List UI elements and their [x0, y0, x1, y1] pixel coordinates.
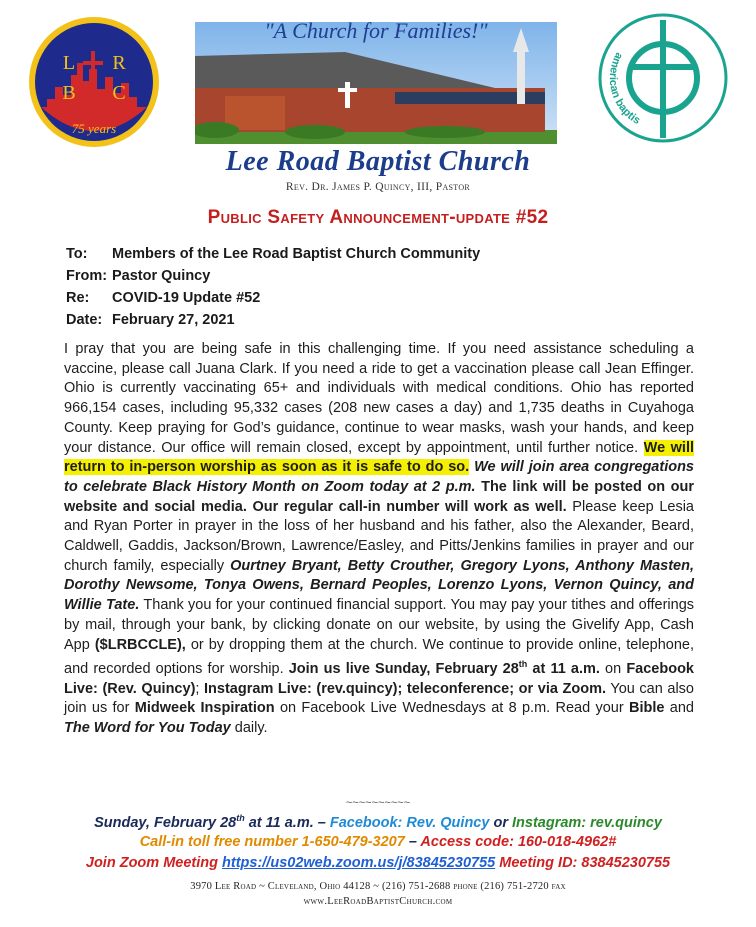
pastor-line: Rev. Dr. James P. Quincy, III, Pastor: [285, 181, 471, 193]
memo-date-row: [66, 312, 235, 328]
memo-re-value: COVID-19 Update #52: [112, 290, 261, 306]
lrbc-75-years-logo: [27, 15, 161, 149]
svg-text:american baptist churches USA: american baptis: [606, 50, 643, 127]
midweek-inspiration: Midweek Inspiration: [134, 700, 275, 717]
church-name: Lee Road Baptist Church: [225, 146, 531, 177]
body-text-6: ;: [195, 680, 205, 697]
word-for-you-today: The Word for You Today: [64, 720, 231, 737]
svg-text:B: B: [62, 82, 76, 104]
body-text-2: Please keep Lesia and Ryan Porter in prayer in the loss of her husband and his father, also the Alexander, Beard, Caldwell, Gaddis, Jackson/Brown, Lawrence/Easley, and Pitts/Jenkins families in prayer and our church family, especially: [64, 498, 694, 574]
memo-from-value: Pastor Quincy: [112, 268, 211, 284]
footer-line-3: [0, 855, 756, 871]
body-text-3: Thank you for your continued financial support. You may pay your tithes and offerings by mail, through your bank, by clicking donate on our website, by using the Givelify App, Cash App: [64, 597, 695, 653]
footer-line-1: [0, 813, 756, 831]
announcement-body: [64, 340, 694, 739]
memo-re-row: [66, 290, 260, 306]
instagram-live-text: Instagram Live: (rev.quincy); teleconference; or via Zoom.: [204, 680, 607, 697]
memo-from-row: [66, 268, 210, 284]
memo-date-label: Date:: [66, 312, 103, 328]
memo-date-value: February 27, 2021: [112, 312, 235, 328]
prayer-names: Ourtney Bryant, Betty Crouther, Gregory Lyons, Anthony Masten, Dorothy Newsome, Tonya Owens, Bernard Peoples, Lorenzo Lyons, Vernon Quincy, and Willie Tate.: [64, 557, 694, 614]
body-text-4: or by dropping them at the church. We continue to provide online, telephone, and recorded options for worship.: [64, 636, 694, 678]
join-live-time: at 11 a.m.: [527, 661, 600, 678]
footer-join-zoom-label: Join Zoom Meeting: [85, 855, 223, 871]
body-text-8: on Facebook Live Wednesdays at 8 p.m. Read your: [274, 700, 630, 717]
footer-sunday-text: Sunday, February 28: [94, 814, 237, 831]
footer-line-2: [0, 834, 756, 850]
footer-callin-number: Call-in toll free number 1-650-479-3207: [139, 834, 405, 850]
section-divider: ~~~~~~~~~~: [345, 797, 411, 809]
church-website[interactable]: www.LeeRoadBaptistChurch.com: [303, 896, 453, 907]
body-text-9: and: [664, 700, 694, 717]
facebook-live-text: Facebook Live: (Rev. Quincy): [64, 661, 694, 697]
zoom-event-text: We will join area congregations to celebrate Black History Month on Zoom today at 2 p.m.: [64, 459, 694, 495]
join-live-text: Join us live Sunday, February 28: [288, 661, 519, 678]
footer-dash: –: [404, 834, 421, 850]
footer-meeting-id: Meeting ID: 83845230755: [495, 855, 671, 871]
svg-text:C: C: [112, 82, 126, 104]
footer-time-text: at 11 a.m. –: [244, 814, 330, 831]
body-text-5: on: [599, 661, 627, 678]
cashapp-handle: ($LRBCCLE),: [94, 636, 186, 653]
footer-sunday-th: th: [236, 813, 245, 823]
svg-text:75 years: 75 years: [71, 121, 117, 136]
bible-text: Bible: [629, 700, 665, 717]
memo-from-label: From:: [66, 268, 108, 284]
footer-or-text: or: [489, 814, 512, 831]
svg-text:R: R: [112, 52, 126, 74]
body-text-1: I pray that you are being safe in this challenging time. If you need assistance scheduling a vaccine, please call Juana Clark. If you need a ride to get a vaccination please call Jean Effinger. Ohio is currently vaccinating 65+ and individuals with medical conditions. Ohio has reported 966,154 cases, including 95,332 cases (208 new cases a day) and 1,735 deaths in Cuyahoga County. Keep praying for God’s guidance, continue to wear masks, wash your hands, and keep your distance. Our office will remain closed, except by appointment, until further notice.: [64, 341, 694, 456]
american-baptist-churches-logo: [597, 12, 729, 144]
return-worship-highlight: We will return to in-person worship as soon as it is safe to do so.: [64, 439, 694, 476]
church-motto: "A Church for Families!": [264, 18, 488, 43]
svg-text:L: L: [62, 52, 76, 74]
footer-zoom-link[interactable]: https://us02web.zoom.us/j/83845230755: [222, 855, 496, 871]
church-address: 3970 Lee Road ~ Cleveland, Ohio 44128 ~ (216) 751-2688 phone (216) 751-2720 fax: [190, 881, 566, 892]
footer-access-code: Access code: 160-018-4962#: [420, 834, 617, 850]
memo-re-label: Re:: [66, 290, 90, 306]
memo-to-label: To:: [66, 246, 88, 262]
announcement-title: Public Safety Announcement-update #52: [207, 207, 549, 228]
footer-instagram-link[interactable]: Instagram: rev.quincy: [512, 814, 662, 831]
join-live-th: th: [518, 659, 528, 670]
footer-facebook-link[interactable]: Facebook: Rev. Quincy: [329, 814, 490, 831]
body-text-7: You can also join us for: [64, 680, 694, 717]
memo-to-row: [66, 246, 480, 262]
memo-to-value: Members of the Lee Road Baptist Church Community: [112, 246, 481, 262]
body-text-10: daily.: [230, 720, 268, 737]
link-posted-text: The link will be posted on our website and social media. Our regular call-in number will work as well.: [64, 478, 694, 515]
